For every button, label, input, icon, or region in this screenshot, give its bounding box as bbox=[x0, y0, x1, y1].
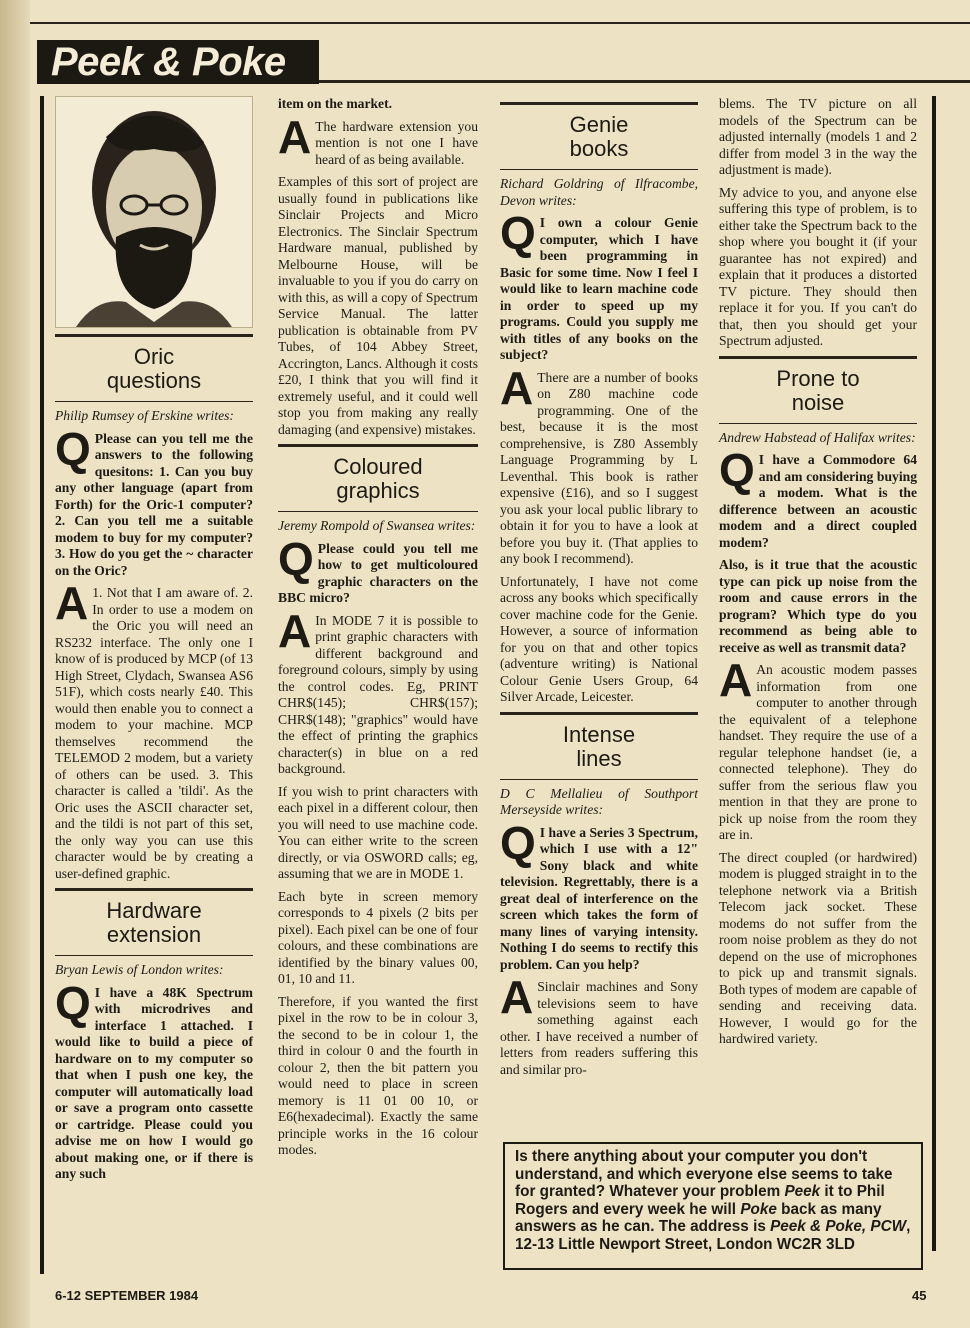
question: Q I have a Commodore 64 and am considering buying a modem. What is the difference between an acoustic modem and a direct coupled modem? bbox=[719, 444, 917, 550]
dropcap-a: A bbox=[500, 361, 534, 414]
banner-rule bbox=[319, 80, 970, 83]
dropcap-a: A bbox=[719, 654, 753, 706]
section-rule bbox=[500, 169, 698, 170]
byline: Jeremy Rompold of Swansea writes: bbox=[278, 518, 476, 533]
paragraph: Each byte in screen memory corresponds to 4 pixels (2 bits per pixel). Each pixel can be one of four colours, and these combinations are identified by the binary values 00, 01, 10 and 11. bbox=[278, 888, 478, 986]
dropcap-a: A bbox=[55, 577, 89, 629]
answer: A Sinclair machines and Sony televisions seem to have something against each other. I have received a number of letters from readers suffering this and similar pro- bbox=[500, 971, 698, 1077]
heading-intense-lines: Intense lines bbox=[562, 721, 636, 771]
paragraph: Unfortunately, I have not come across any books which specifically cover machine code for the Genie. However, a source of information for you on that and other topics (adventure writing) is National Colour Genie Users Group, 64 Silver Arcade, Leicester. bbox=[500, 573, 698, 704]
portrait-photo-icon bbox=[56, 97, 252, 327]
question: Q Please can you tell me the answers to the following quesitons: 1. Can you buy any other language (apart from Forth) for the Oric-1 computer? 2. Can you tell me a suitable modem to buy for my computer? 3. How do you get the ~ character on the Oric? bbox=[55, 422, 253, 578]
column-2 bbox=[278, 96, 478, 1165]
issue-date: 6-12 SEPTEMBER 1984 bbox=[55, 1288, 199, 1303]
section-rule bbox=[278, 444, 478, 447]
left-column-rule bbox=[40, 96, 44, 1274]
section-rule bbox=[55, 334, 253, 337]
answer: A An acoustic modem passes information from one computer to another through the equivalent of a telephone handset. They require the use of a regular telephone handset (ie, a connected telephone). They do suffer from the serious flaw you mention in that they are prone to pick up noise from the room they are in. bbox=[719, 654, 917, 842]
dropcap-q: Q bbox=[55, 976, 91, 1029]
section-rule bbox=[500, 102, 698, 105]
page-number: 45 bbox=[912, 1288, 927, 1303]
byline: Bryan Lewis of London writes: bbox=[55, 962, 224, 977]
question: Q I own a colour Genie computer, which I have been programming in Basic for some time. Now I feel I would like to learn machine code in order to speed up my programs. Could you supply me with titles of any books on the subject? bbox=[500, 207, 698, 362]
byline: Philip Rumsey of Erskine writes: bbox=[55, 408, 234, 423]
heading-prone-to-noise: Prone to noise bbox=[776, 365, 860, 415]
dropcap-q: Q bbox=[500, 207, 536, 259]
section-rule bbox=[500, 712, 698, 715]
dropcap-a: A bbox=[500, 971, 534, 1023]
paragraph: My advice to you, and anyone else suffering this type of problem, is to either take the Spectrum back to the shop where you bought it (if your guarantee has not expired) and explain that it produces a distorted TV picture. They should then replace it for you. If you can't do that, then you should get your Spectrum adjusted. bbox=[719, 184, 917, 348]
column-1 bbox=[55, 96, 253, 1189]
column-4 bbox=[719, 96, 917, 1054]
answer: A The hardware extension you mention is not one I have heard of as being available. bbox=[278, 110, 478, 167]
section-rule bbox=[719, 423, 917, 424]
answer: A In MODE 7 it is possible to print graphic characters with different background and foreground colours, simply by using the control codes. Eg, PRINT CHR$(145); CHR$(157); CHR$(148); "graphics" would have the effect of printing the graphics character(s) in blue on a red background. bbox=[278, 604, 478, 776]
section-rule bbox=[55, 955, 253, 956]
paragraph: If you wish to print characters with each pixel in a different colour, then you will need to use machine code. You can either write to the screen directly, or via OSWORD calls; eg, assuming that we are in MODE 1. bbox=[278, 783, 478, 881]
reader-invitation-box: Is there anything about your computer you don't understand, and which everyone else seems to take for granted? Whatever your problem Peek it to Phil Rogers and every week he will Poke back as many answers as he can. The address is Peek & Poke, PCW, 12-13 Little Newport Street, London WC2R 3LD bbox=[503, 1142, 923, 1270]
paragraph: Examples of this sort of project are usually found in publications like Sinclair Projects and Micro Electronics. The Sinclair Spectrum Hardware manual, published by Melbourne House, will be invaluable to you if you do carry on with this, as will a copy of Spectrum Service Manual. The latter publication is obtainable from PV Tubes, of 104 Abbey Street, Accrington, Lancs. Although it costs £20, I think that you will find it extremely useful, and it could well stop you from making any really damaging (and expensive) mistakes. bbox=[278, 174, 478, 437]
paragraph-continued: blems. The TV picture on all models of the Spectrum can be adjusted internally (models 1 and 2 differ from model 3 in the way the adjustment is made). bbox=[719, 96, 917, 177]
heading-coloured-graphics: Coloured graphics bbox=[333, 454, 423, 503]
question: Q I have a Series 3 Spectrum, which I use with a 12" Sony black and white television. Regrettably, there is a great deal of interference on the screen which takes the form of many lines of varying intensity. Nothing I do seems to rectify this problem. Can you help? bbox=[500, 816, 698, 972]
section-rule bbox=[55, 401, 253, 402]
heading-genie-books: Genie books bbox=[569, 112, 629, 161]
dropcap-a: A bbox=[278, 110, 312, 163]
question-continued: item on the market. bbox=[278, 96, 393, 111]
section-rule bbox=[500, 779, 698, 780]
dropcap-q: Q bbox=[500, 816, 536, 869]
dropcap-a: A bbox=[278, 604, 312, 657]
question: Q I have a 48K Spectrum with microdrives and interface 1 attached. I would like to build a piece of hardware on to my computer so that when I push one key, the computer will automatically load or save a program onto cassette or cartridge. Please could you advise me on how I would go about making one, or if there is any such bbox=[55, 976, 253, 1181]
heading-oric-questions: Oric questions bbox=[106, 344, 202, 393]
section-rule bbox=[719, 356, 917, 359]
section-rule bbox=[278, 511, 478, 512]
question: Also, is it true that the acoustic type can pick up noise from the room and cause errors in the program? Which type do you recommend as being able to receive as well as transmit data? bbox=[719, 557, 917, 655]
dropcap-q: Q bbox=[719, 444, 755, 496]
dropcap-q: Q bbox=[278, 532, 314, 585]
section-banner: Peek & Poke bbox=[37, 40, 319, 84]
question: Q Please could you tell me how to get multicoloured graphic characters on the BBC micro? bbox=[278, 532, 478, 605]
top-rule bbox=[30, 22, 970, 24]
heading-hardware-extension: Hardware extension bbox=[106, 898, 202, 947]
answer: A 1. Not that I am aware of. 2. In order to use a modem on the Oric you will need an RS232 interface. The only one I know of is produced by MCP (of 13 High Street, Clydach, Swansea AS6 51F), which costs nearly £40. This would then enable you to connect a modem to your machine. MCP themselves recommend the TELEMOD 2 modem, but a variety of others can be used. 3. This character is called a 'tildi'. As the Oric uses the ASCII character set, and the tildi is not part of this set, the only way you can use this character would be by creating a user-defined graphic. bbox=[55, 577, 253, 881]
section-rule bbox=[55, 888, 253, 891]
right-column-rule bbox=[932, 96, 936, 1251]
byline: Richard Goldring of Ilfracombe, Devon writes: bbox=[500, 176, 698, 208]
author-portrait bbox=[55, 96, 253, 328]
column-3 bbox=[500, 96, 698, 1084]
byline: Andrew Habstead of Halifax writes: bbox=[719, 429, 916, 445]
answer: A There are a number of books on Z80 machine code programming. One of the best, because it is the most comprehensive, is Z80 Assembly Language Programming by L Leventhal. This book is rather expensive (£16), and so I suggest you ask your local public library to obtain it for you to have a look at before you buy it. (That applies to any book I recommend). bbox=[500, 361, 698, 566]
byline: D C Mellalieu of Southport Merseyside writes: bbox=[500, 785, 698, 817]
paragraph: The direct coupled (or hardwired) modem is plugged straight in to the telephone network via a British Telecom jack socket. These modems do not suffer from the room noise problem as they do not depend on the use of microphones to pick up and transmit signals. Both types of modem are capable of sending and receiving data. However, I would go for the hardwired variety. bbox=[719, 849, 917, 1046]
page-gutter bbox=[0, 0, 30, 1328]
paragraph: Therefore, if you wanted the first pixel in the row to be in colour 3, the second to be in colour 1, the third in colour 0 and the fourth in colour 2, then the bit pattern you would need to place in screen memory is 11 01 00 10, or E6(hexadecimal). Exactly the same principle works in the 16 colour modes. bbox=[278, 993, 478, 1157]
dropcap-q: Q bbox=[55, 422, 91, 475]
